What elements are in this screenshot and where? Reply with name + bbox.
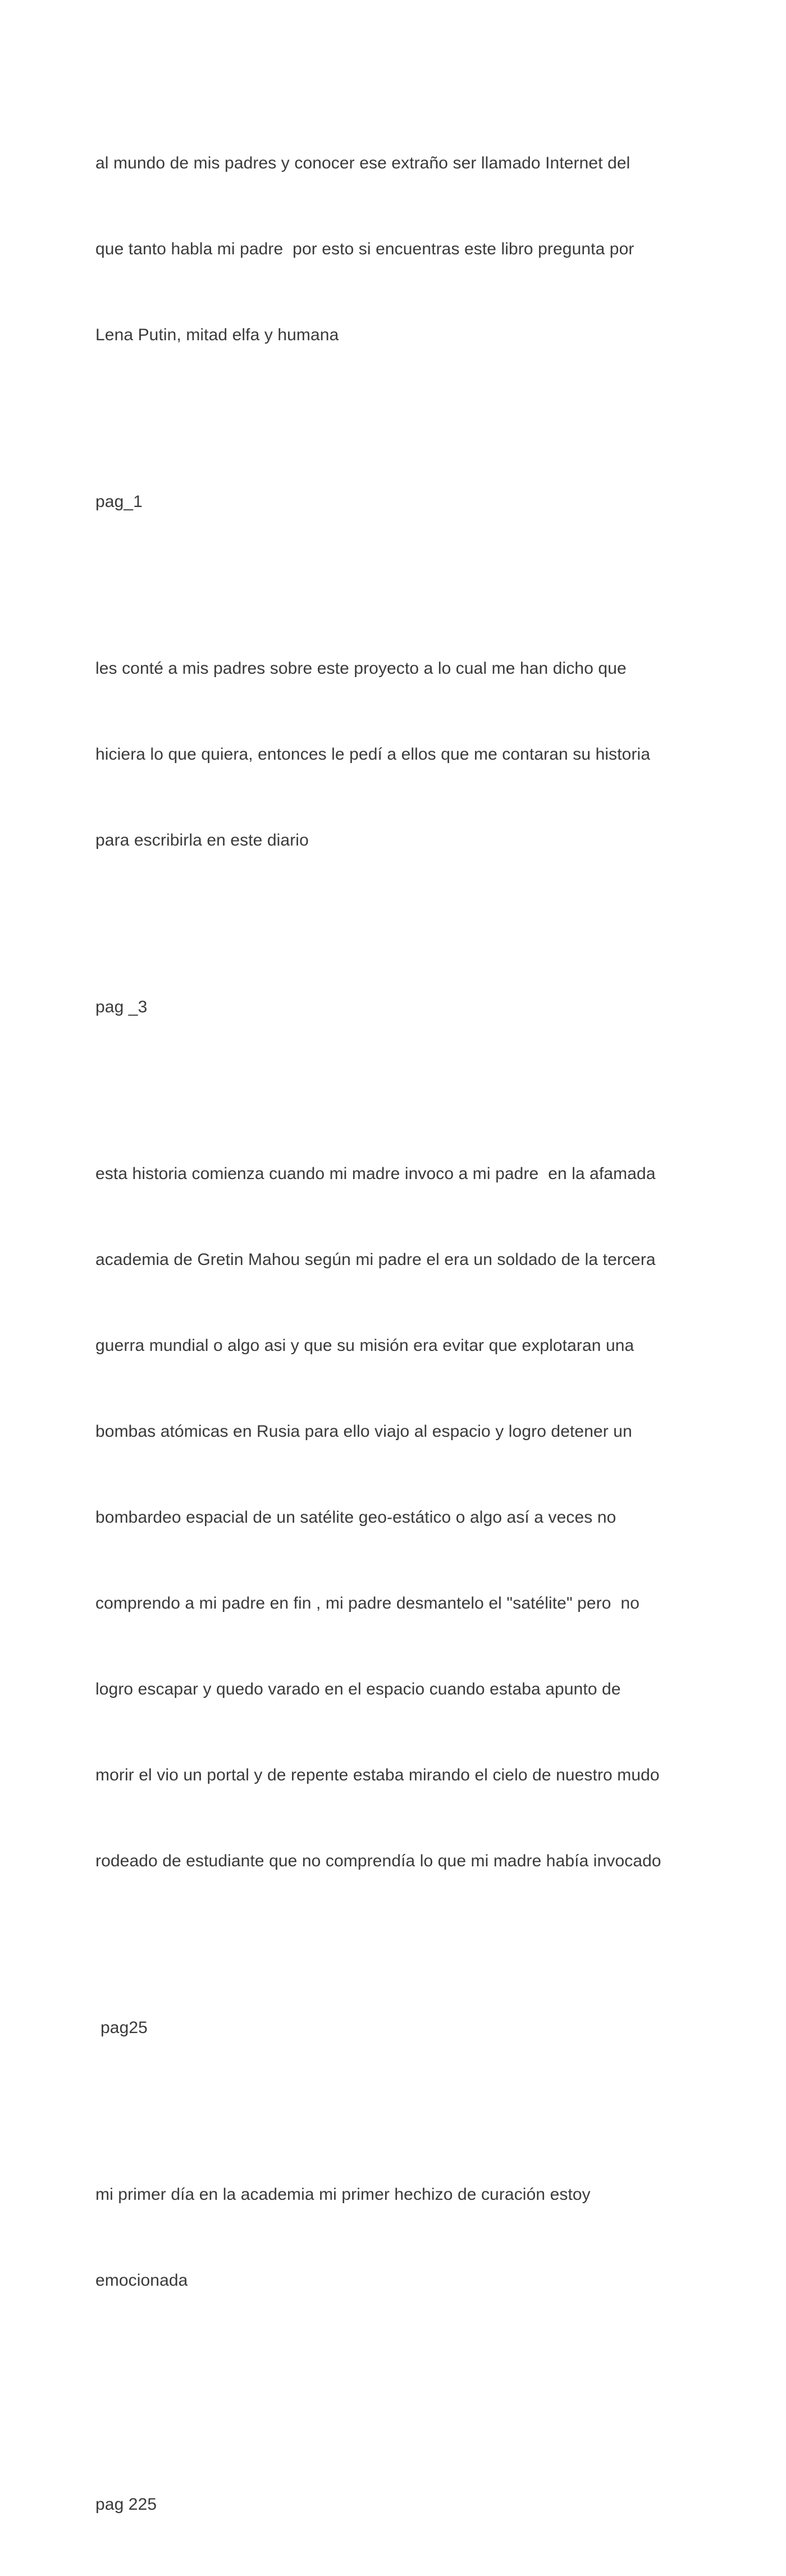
text-line: les conté a mis padres sobre este proyecto a lo cual me han dicho que	[95, 659, 627, 678]
text-line: rodeado de estudiante que no comprendía lo que mi madre había invocado	[95, 1852, 661, 1870]
page-label-3: pag25	[100, 2018, 148, 2037]
text-line: logro escapar y quedo varado en el espacio cuando estaba apunto de	[95, 1680, 621, 1698]
text-line: hiciera lo que quiera, entonces le pedí a ellos que me contaran su historia	[95, 745, 651, 764]
paragraph-2	[95, 597, 702, 912]
text-line: bombardeo espacial de un satélite geo-estático o algo así a veces no	[95, 1508, 616, 1527]
text-line: emocionada	[95, 2271, 188, 2290]
text-line: comprendo a mi padre en fin , mi padre desmantelo el "satélite" pero no	[95, 1594, 640, 1613]
paragraph-4	[95, 2123, 702, 2352]
page-label-4: pag 225	[95, 2495, 157, 2514]
document-body	[95, 92, 702, 2576]
text-line: al mundo de mis padres y conocer ese extraño ser llamado Internet del	[95, 154, 630, 172]
paragraph-1	[95, 92, 702, 407]
text-line: Lena Putin, mitad elfa y humana	[95, 326, 339, 344]
text-line: academia de Gretin Mahou según mi padre el era un soldado de la tercera	[95, 1250, 656, 1269]
text-line: guerra mundial o algo asi y que su misión era evitar que explotaran una	[95, 1336, 634, 1355]
text-line: que tanto habla mi padre por esto si encuentras este libro pregunta por	[95, 240, 634, 258]
page-label-1: pag_1	[95, 492, 143, 511]
text-line: para escribirla en este diario	[95, 831, 309, 849]
paragraph-3	[95, 1102, 702, 1933]
text-line: mi primer día en la academia mi primer hechizo de curación estoy	[95, 2185, 591, 2204]
text-line: morir el vio un portal y de repente estaba mirando el cielo de nuestro mudo	[95, 1766, 660, 1784]
text-line: esta historia comienza cuando mi madre invoco a mi padre en la afamada	[95, 1164, 656, 1183]
page-label-2: pag _3	[95, 998, 148, 1016]
text-line: bombas atómicas en Rusia para ello viajo al espacio y logro detener un	[95, 1422, 632, 1441]
